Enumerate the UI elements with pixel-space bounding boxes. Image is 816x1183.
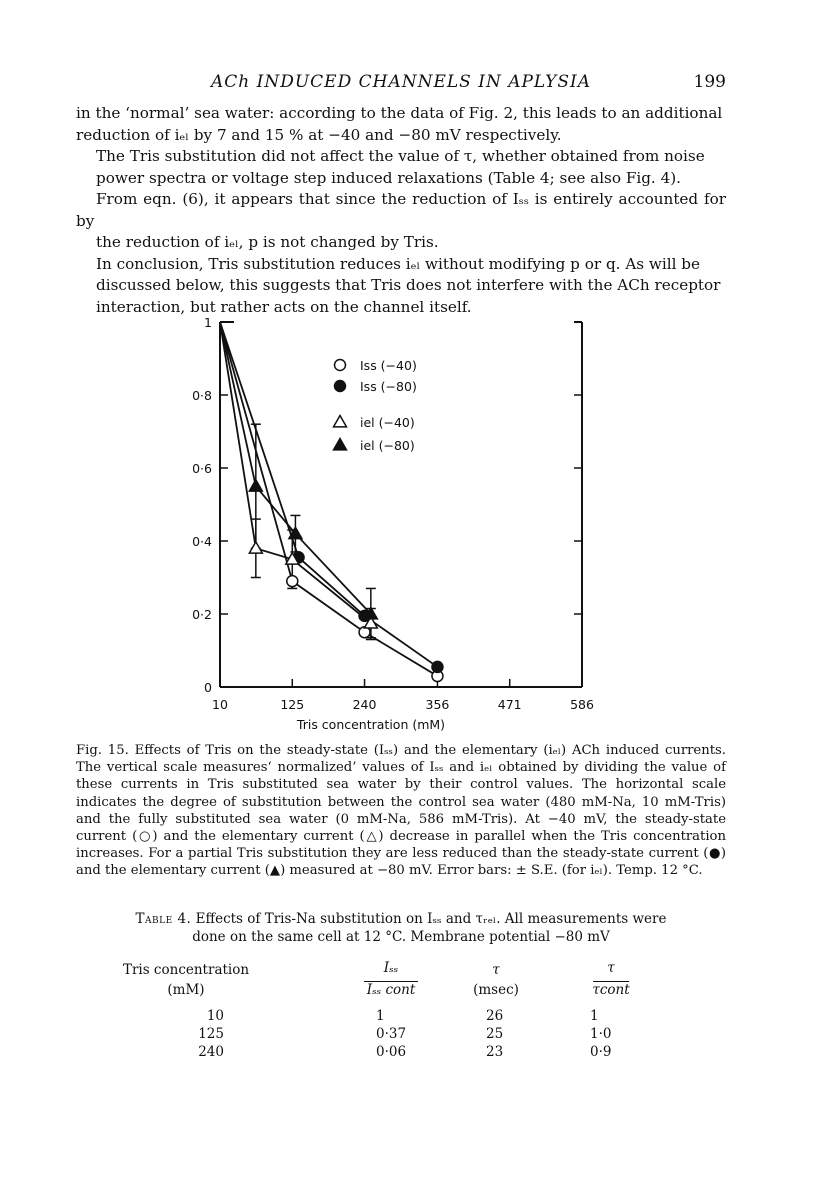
y-tick-label: 0·4: [192, 534, 212, 549]
text-line: in the ‘normal’ sea water: according to the data of Fig. 2, this leads to an additional: [76, 104, 723, 122]
series-line: [220, 322, 437, 667]
page-header: [76, 72, 726, 94]
cell-iss: 0·37: [376, 1026, 407, 1042]
col-header-tris: Tris concentration: [122, 962, 250, 978]
tris-chart: [180, 310, 600, 735]
text-line: In conclusion, Tris substitution reduces iₑₗ without modifying p or q. As will be: [96, 254, 701, 273]
x-axis-label: Tris concentration (mM): [296, 717, 446, 732]
table-caption-line1: Effects of Tris-Na substitution on Iₛₛ and τᵣₑₗ. All measurements were: [195, 911, 667, 927]
table-caption-line2: done on the same cell at 12 °C. Membrane potential −80 mV: [192, 929, 610, 945]
paragraph-1: [76, 103, 726, 146]
text-line: interaction, but rather acts on the channel itself.: [96, 297, 472, 316]
cell-tau: 26: [486, 1008, 504, 1024]
x-tick-label: 471: [497, 697, 522, 712]
cell-tris: 240: [198, 1044, 224, 1060]
filled-triangle-marker: [249, 480, 262, 491]
table-caption: [76, 910, 726, 946]
paragraph-4: [76, 254, 726, 319]
page-number: 199: [693, 72, 726, 92]
text-line: reduction of iₑₗ by 7 and 15 % at −40 and −80 mV respectively.: [76, 125, 562, 144]
figure-15: [180, 310, 600, 735]
filled-triangle-marker: [334, 439, 347, 450]
x-tick-label: 240: [352, 697, 377, 712]
cell-tau-ratio: 0·9: [590, 1044, 612, 1060]
y-tick-label: 1: [204, 315, 212, 330]
y-tick-label: 0·6: [192, 461, 212, 476]
col-header-tau-ratio-num: τ: [607, 960, 615, 976]
text-line: power spectra or voltage step induced relaxations (Table 4; see also Fig. 4).: [96, 168, 682, 187]
col-header-tau-unit: (msec): [473, 982, 519, 998]
cell-iss: 1: [376, 1008, 385, 1024]
x-tick-label: 586: [570, 697, 594, 712]
body-text: [76, 103, 726, 318]
text-line: From eqn. (6), it appears that since the reduction of Iₛₛ is entirely accounted for by: [76, 190, 726, 230]
filled-circle-marker: [335, 381, 346, 392]
cell-tau-ratio: 1·0: [590, 1026, 612, 1042]
col-header-tris-unit: (mM): [167, 982, 205, 998]
figure-caption: Fig. 15. Effects of Tris on the steady-state (Iₛₛ) and the elementary (iₑₗ) ACh induced currents. The vertical scale measures‘ normalized’ values of Iₛₛ and iₑₗ obtained by dividing the value of these currents in Tris substituted sea water by their control values. The horizontal scale indicates the degree of substitution between the control sea water (480 mM-Na, 10 mM-Tris) and the fully substituted sea water (0 mM-Na, 586 mM-Tris). At −40 mV, the steady-state current (○) and the elementary current (△) decrease in parallel when the Tris concentration increases. For a partial Tris substitution they are less reduced than the steady-state current (●) and the elementary current (▲) measured at −80 mV. Error bars: ± S.E. (for iₑₗ). Temp. 12 °C.: [76, 743, 726, 879]
text-line: the reduction of iₑₗ, p is not changed by Tris.: [96, 233, 439, 251]
paragraph-3: [76, 189, 726, 254]
x-tick-label: 10: [212, 697, 228, 712]
open-circle-marker: [287, 576, 298, 587]
filled-circle-marker: [432, 661, 443, 672]
text-line: The Tris substitution did not affect the value of τ, whether obtained from noise: [96, 147, 705, 165]
table-label: Table 4.: [135, 911, 192, 927]
col-header-iss-num: Iₛₛ: [383, 960, 399, 976]
col-header-tau-ratio-den: τcont: [592, 982, 630, 998]
col-header-tau: τ: [492, 962, 500, 978]
open-triangle-marker: [334, 416, 347, 427]
legend-label: Iss (−80): [360, 379, 417, 394]
legend-label: iel (−40): [360, 415, 415, 430]
text-line: discussed below, this suggests that Tris does not interfere with the ACh receptor: [96, 276, 721, 294]
cell-iss: 0·06: [376, 1044, 407, 1060]
x-tick-label: 356: [425, 697, 450, 712]
y-tick-label: 0·8: [192, 388, 212, 403]
cell-tau-ratio: 1: [590, 1008, 599, 1024]
col-header-iss-den: Iₛₛ cont: [366, 982, 416, 998]
open-triangle-marker: [249, 542, 262, 553]
y-tick-label: 0·2: [192, 607, 212, 622]
running-title: ACh INDUCED CHANNELS IN APLYSIA: [210, 72, 591, 92]
cell-tris: 10: [206, 1008, 224, 1024]
cell-tau: 25: [486, 1026, 504, 1042]
cell-tris: 125: [198, 1026, 224, 1042]
x-tick-label: 125: [280, 697, 305, 712]
series-line: [220, 322, 437, 676]
legend-label: iel (−80): [360, 438, 415, 453]
legend-label: Iss (−40): [360, 358, 417, 373]
y-tick-label: 0: [204, 680, 212, 695]
cell-tau: 23: [486, 1044, 504, 1060]
paragraph-2: [76, 146, 726, 189]
open-circle-marker: [335, 360, 346, 371]
